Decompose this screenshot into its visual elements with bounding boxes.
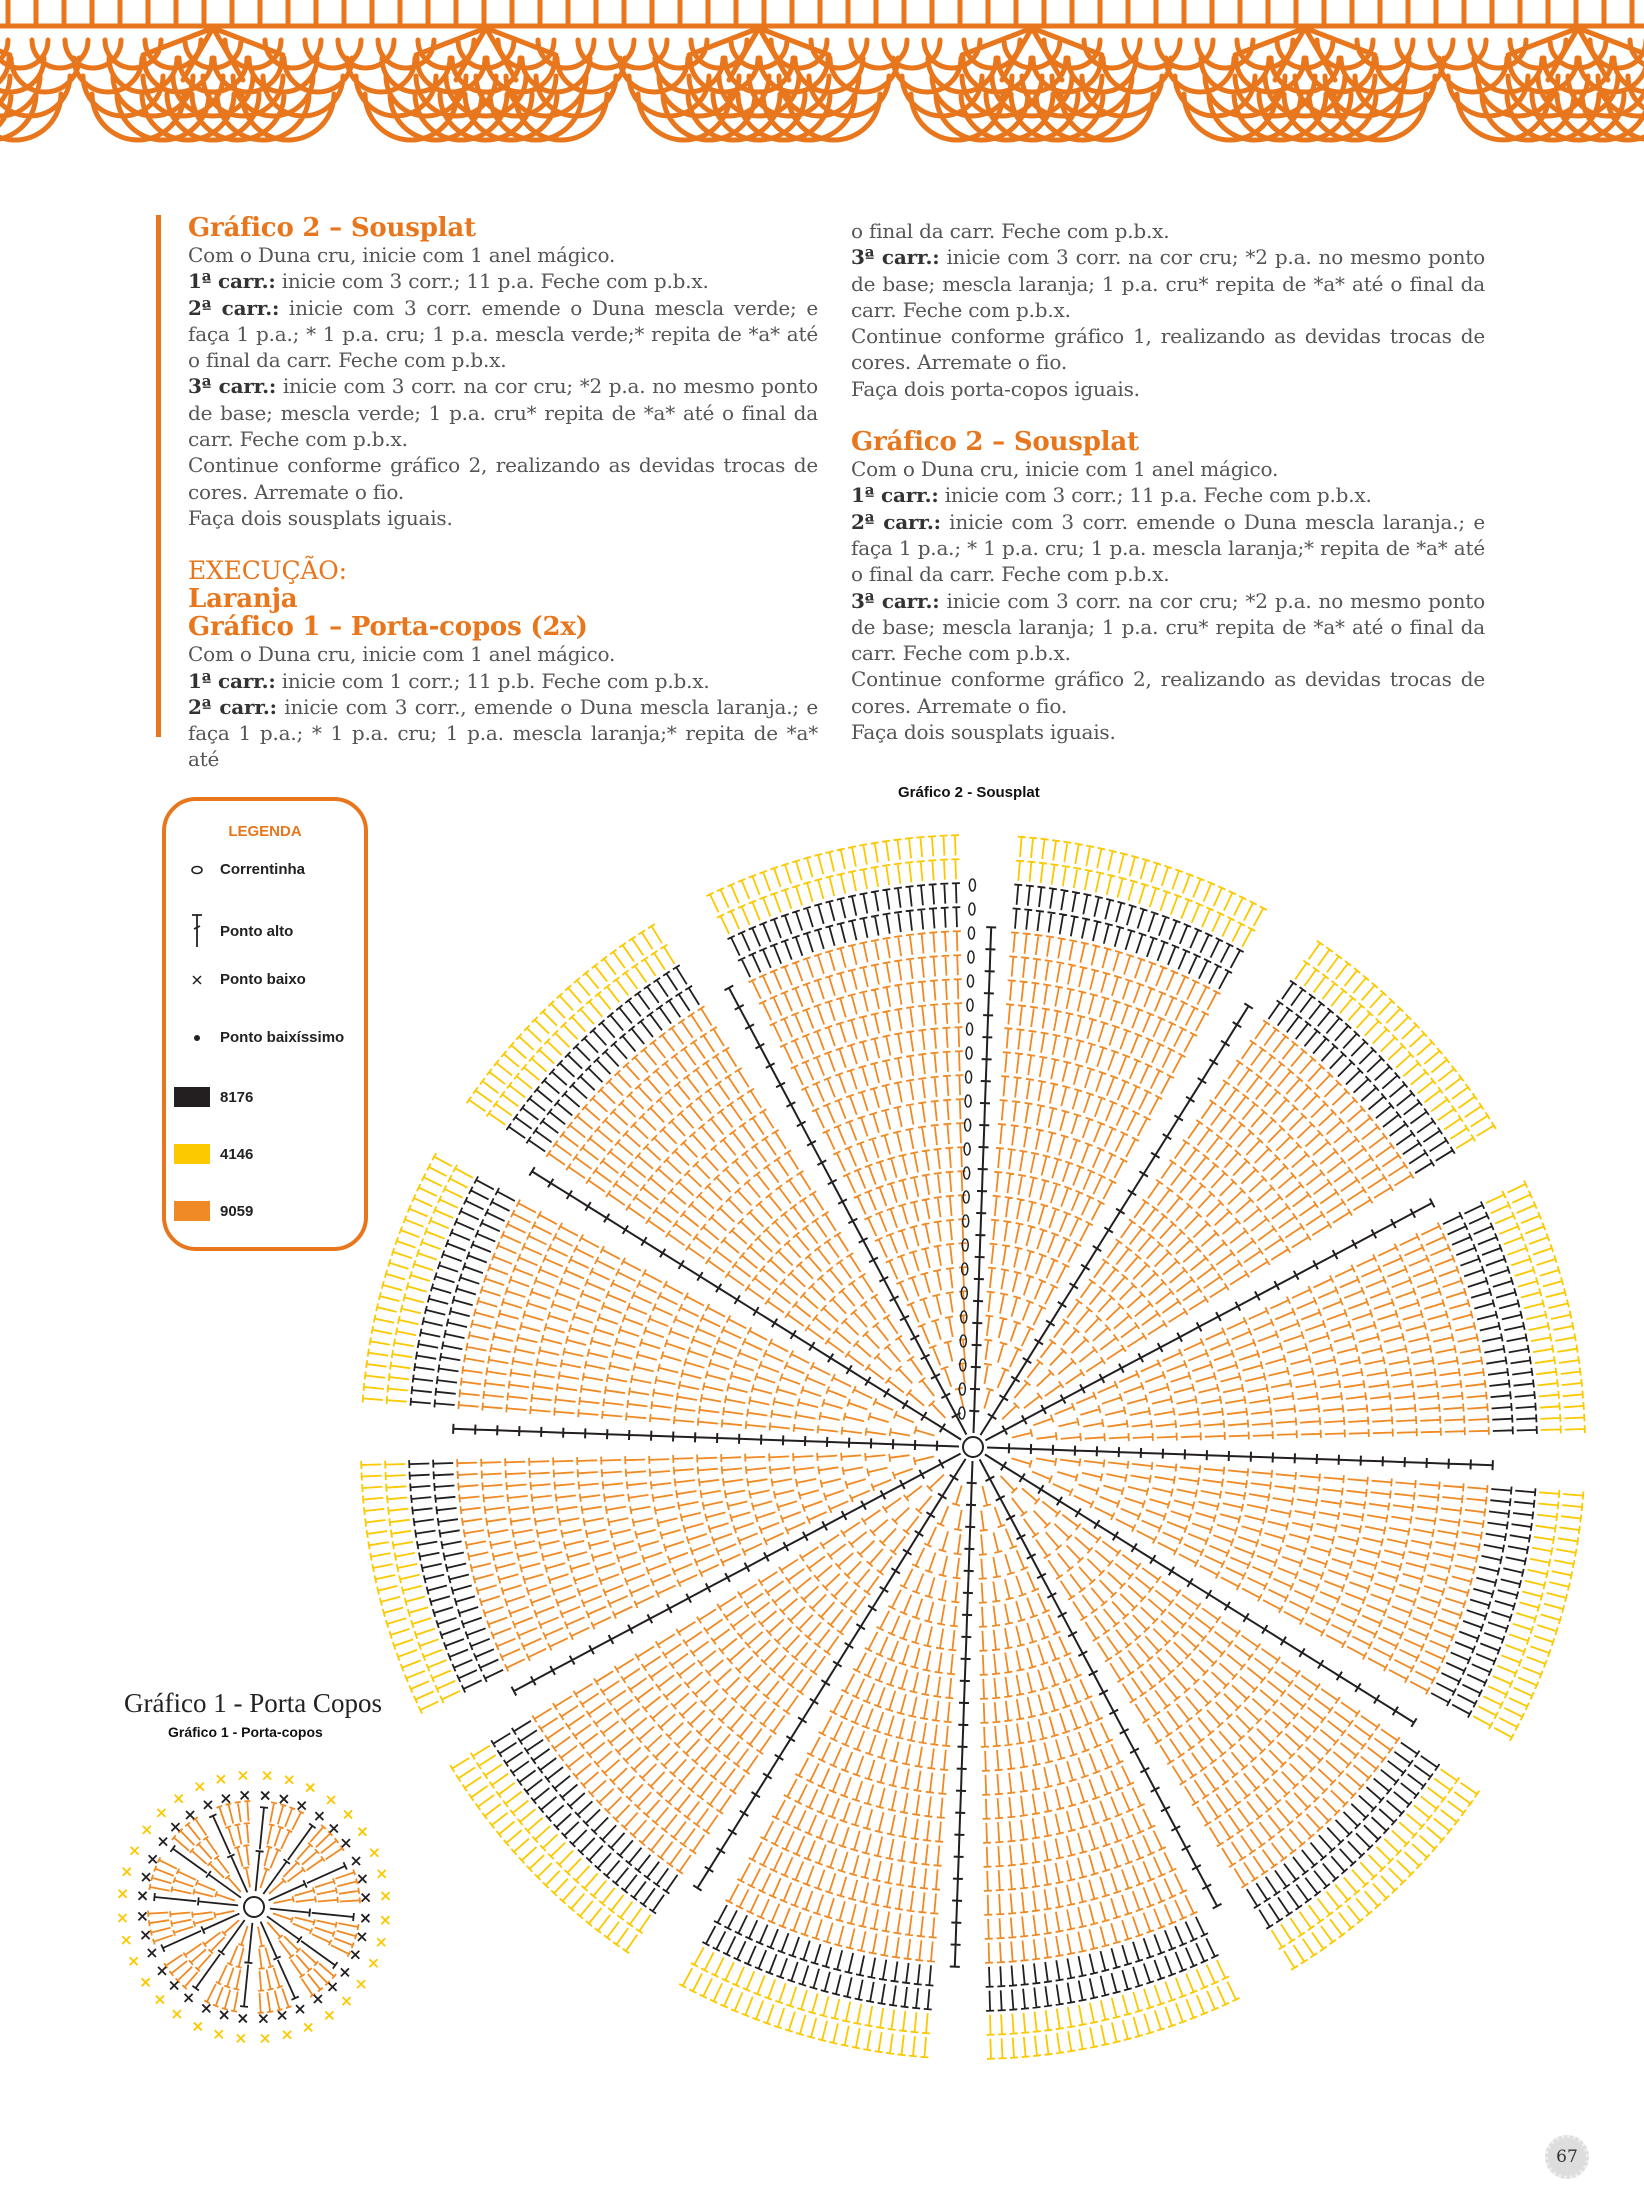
instruction: 2ª carr.: inicie com 3 corr., emende o Duna mescla laranja.; e faça 1 p.a.; * 1 p.a. cru; 1 p.a. mescla laranja;* repita de *a* até: [188, 694, 818, 772]
wedge-yellow-stitches: [1473, 1490, 1583, 1741]
black-stitches: [154, 1807, 354, 2007]
instruction: 2ª carr.: inicie com 3 corr. emende o Duna mescla verde; e faça 1 p.a.; * 1 p.a. cru; 1 p.a. mescla verde;* repita de *a* até o final da carr. Feche com p.b.x.: [188, 295, 818, 373]
yellow-x-stitches: [118, 1771, 389, 2042]
sousplat-chart-title: Gráfico 2 - Sousplat: [898, 784, 1040, 801]
instruction: Faça dois porta-copos iguais.: [851, 376, 1140, 401]
heading-sousplat-2: Gráfico 2 – Sousplat: [851, 427, 1139, 458]
legend-color-code: 9059: [220, 1202, 254, 1220]
wedge-orange-stitches: [749, 931, 968, 1408]
instruction: Faça dois sousplats iguais.: [188, 505, 453, 530]
legend-color-code: 4146: [220, 1145, 254, 1163]
instruction: 1ª carr.: inicie com 1 corr.; 11 p.b. Feche com p.b.x.: [188, 668, 710, 693]
heading-color: Laranja: [188, 584, 298, 615]
wedge-yellow-stitches: [1016, 837, 1267, 947]
portacopos-chart-title-large: Gráfico 1 - Porta Copos: [124, 1688, 382, 1718]
spoke-stitches: [987, 1443, 1493, 1470]
wedge-orange-stitches: [979, 1486, 1198, 1963]
spoke-stitches: [950, 1461, 977, 1967]
instruction: 1ª carr.: inicie com 3 corr.; 11 p.a. Feche com p.b.x.: [188, 269, 709, 294]
instruction: Continue conforme gráfico 2, realizando as devidas trocas de cores. Arremate o fio.: [851, 667, 1485, 718]
instruction: 3ª carr.: inicie com 3 corr. na cor cru; *2 p.a. no mesmo ponto de base; mescla verde; 1 p.a. cru* repita de *a* até o final da carr. Feche com p.b.x.: [188, 374, 818, 452]
instruction: Continue conforme gráfico 1, realizando as devidas trocas de cores. Arremate o fio.: [851, 324, 1485, 375]
page-number: 67: [1545, 2135, 1589, 2179]
legend-label: Ponto alto: [220, 922, 294, 940]
heading-portacopos: Gráfico 1 – Porta-copos (2x): [188, 612, 588, 643]
black-x-stitches: [138, 1791, 369, 2022]
legend-color-code: 8176: [220, 1088, 254, 1106]
instruction: 3ª carr.: inicie com 3 corr. na cor cru; *2 p.a. no mesmo ponto de base; mescla laranja; 1 p.a. cru* repita de *a* até o final da carr. Feche com p.b.x.: [851, 588, 1485, 666]
magic-ring: [963, 1437, 983, 1457]
instruction: o final da carr. Feche com p.b.x.: [851, 219, 1170, 243]
instruction: 2ª carr.: inicie com 3 corr. emende o Duna mescla laranja.; e faça 1 p.a.; * 1 p.a. cru; 1 p.a. mescla laranja;* repita de *a* até o final da carr. Feche com p.b.x.: [851, 509, 1485, 587]
instruction: 3ª carr.: inicie com 3 corr. na cor cru; *2 p.a. no mesmo ponto de base; mescla laranja; 1 p.a. cru* repita de *a* até o final da carr. Feche com p.b.x.: [851, 245, 1485, 322]
wedge-yellow-stitches: [363, 1153, 473, 1404]
wedge-orange-stitches: [457, 1453, 934, 1672]
spoke-stitches: [453, 1424, 959, 1451]
instruction: 1ª carr.: inicie com 3 corr.; 11 p.a. Feche com p.b.x.: [851, 483, 1372, 508]
magic-ring: [244, 1897, 264, 1917]
portacopos-chart-title-small: Gráfico 1 - Porta-copos: [168, 1724, 323, 1740]
wedge-orange-stitches: [1012, 1223, 1489, 1442]
instruction: Com o Duna cru, inicie com 1 anel mágico.: [188, 642, 616, 667]
orange-stitches: [148, 1801, 360, 2013]
portacopos-diagram: [118, 1771, 389, 2042]
heading-sousplat: Gráfico 2 – Sousplat: [188, 213, 476, 243]
legend-label: Ponto baixíssimo: [220, 1029, 345, 1046]
legend-label: Ponto baixo: [220, 971, 306, 988]
legend-label: Correntinha: [220, 861, 306, 878]
heading-execucao: EXECUÇÃO:: [188, 556, 347, 586]
instruction: Com o Duna cru, inicie com 1 anel mágico.: [851, 457, 1279, 482]
legend-title: LEGENDA: [228, 823, 302, 840]
wedge-yellow-stitches: [679, 1947, 930, 2057]
instruction: Faça dois sousplats iguais.: [851, 720, 1116, 745]
instruction: Com o Duna cru, inicie com 1 anel mágico.: [188, 243, 616, 267]
sousplat-diagram: [361, 835, 1585, 2059]
instruction: Continue conforme gráfico 2, realizando as devidas trocas de cores. Arremate o fio.: [188, 453, 818, 504]
